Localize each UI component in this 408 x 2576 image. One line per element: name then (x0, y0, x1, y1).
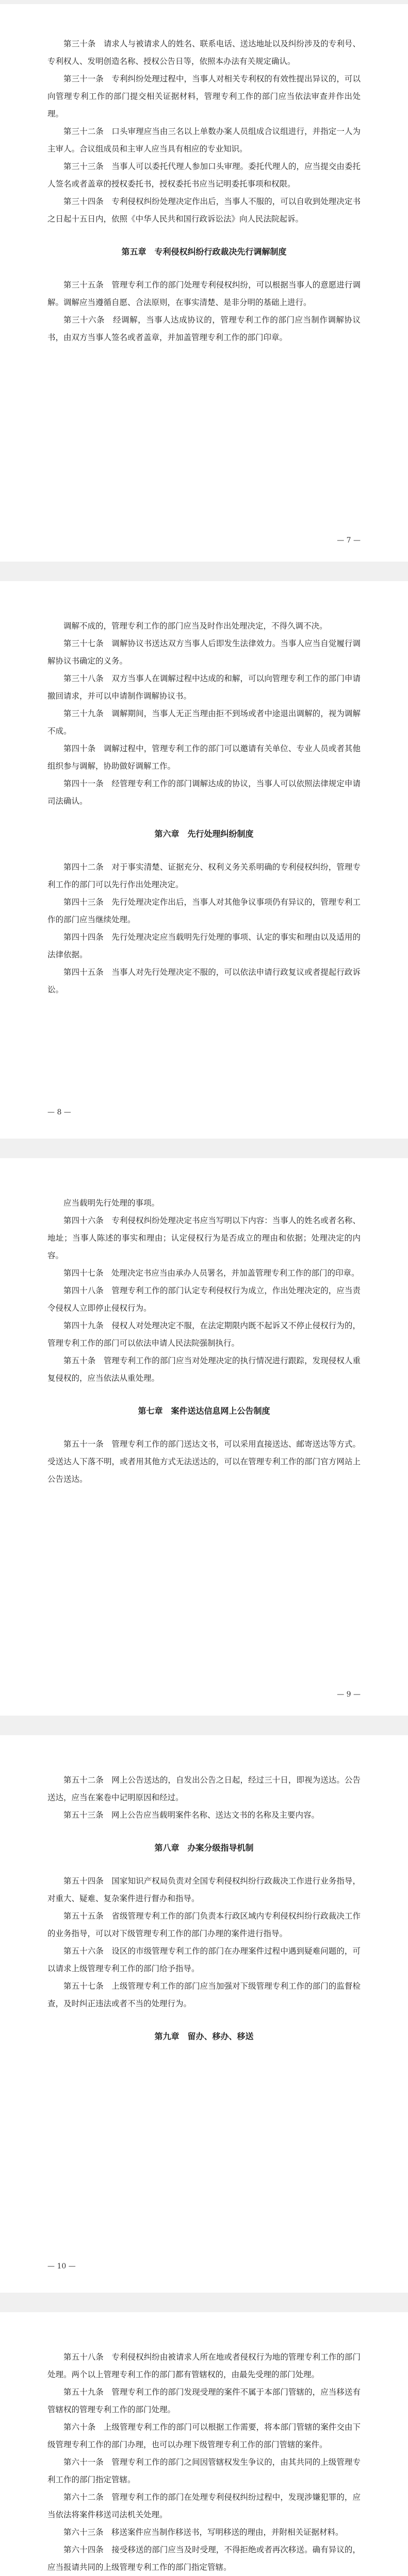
article-paragraph: 第五十五条 省级管理专利工作的部门负责本行政区域内专利侵权纠纷行政裁决工作的业务指导，可以对下级管理专利工作的部门办理的案件进行指导。 (47, 1911, 361, 1938)
article-paragraph: 第三十条 请求人与被请求人的姓名、联系电话、送达地址以及纠纷涉及的专利号、专利权人、发明创造名称、授权公告日等，依照本办法有关规定确认。 (47, 39, 361, 66)
article-paragraph: 第五十四条 国家知识产权局负责对全国专利侵权纠纷行政裁决工作进行业务指导，对重大、疑难、复杂案件进行督办和指导。 (47, 1876, 361, 1903)
page-separator (0, 1716, 408, 1735)
page-separator (0, 562, 408, 581)
article-paragraph: 第五十七条 上级管理专利工作的部门应当加强对下级管理专利工作的部门的监督检查，及时纠正违法或者不当的处理行为。 (47, 1981, 361, 2008)
article-paragraph: 第五十二条 网上公告送达的，自发出公告之日起，经过三十日，即视为送达。公告送达，应当在案卷中记明原因和经过。 (47, 1775, 361, 1802)
article-paragraph: 第四十二条 对于事实清楚、证据充分、权利义务关系明确的专利侵权纠纷，管理专利工作的部门可以先行作出处理决定。 (47, 862, 361, 889)
article-paragraph: 第四十条 调解过程中，管理专利工作的部门可以邀请有关单位、专业人员或者其他组织参与调解，协助做好调解工作。 (47, 744, 361, 771)
document-page (0, 2312, 408, 2576)
article-paragraph: 第三十一条 专利纠纷处理过程中，当事人对相关专利权的有效性提出异议的，可以向管理专利工作的部门提交相关证据材料，管理专利工作的部门应当依法审查并作出处理。 (47, 74, 361, 118)
article-paragraph: 第四十七条 处理决定书应当由承办人员署名，并加盖管理专利工作的部门的印章。 (63, 1268, 360, 1278)
chapter-heading: 第六章 先行处理纠纷制度 (154, 829, 254, 839)
article-paragraph: 第六十三条 移送案件应当制作移送书，写明移送的理由，并附相关证据材料。 (63, 2528, 344, 2537)
article-paragraph: 应当载明先行处理的事项。 (63, 1198, 160, 1208)
article-paragraph: 第三十二条 口头审理应当由三名以上单数办案人员组成合议组进行，并指定一人为主审人。合议组成员和主审人应当具有相应的专业知识。 (47, 127, 361, 154)
article-paragraph: 第四十九条 侵权人对处理决定不服，在法定期限内既不起诉又不停止侵权行为的，管理专利工作的部门可以依法申请人民法院强制执行。 (47, 1321, 361, 1348)
article-paragraph: 第三十九条 调解期间，当事人无正当理由拒不到场或者中途退出调解的，视为调解不成。 (47, 709, 361, 736)
page-number: — 7 — (337, 536, 361, 545)
article-paragraph: 第五十条 管理专利工作的部门应当对处理决定的执行情况进行跟踪，发现侵权人重复侵权的，应当依法从重处理。 (47, 1356, 361, 1383)
page-separator (0, 2293, 408, 2312)
page-separator (0, 0, 408, 4)
article-paragraph: 第六十二条 管理专利工作的部门在处理专利侵权纠纷过程中，发现涉嫌犯罪的，应当依法将案件移送司法机关处理。 (47, 2493, 361, 2519)
document-page (0, 581, 408, 1139)
page-number: — 10 — (47, 2262, 76, 2270)
page-number: — 9 — (337, 1690, 361, 1699)
document-page (0, 4, 408, 562)
article-paragraph: 第四十五条 当事人对先行处理决定不服的，可以依法申请行政复议或者提起行政诉讼。 (47, 968, 361, 994)
article-paragraph: 第三十五条 管理专利工作的部门处理专利侵权纠纷，可以根据当事人的意愿进行调解。调解应当遵循自愿、合法原则，在事实清楚、是非分明的基础上进行。 (47, 280, 361, 307)
article-paragraph: 第三十三条 当事人可以委托代理人参加口头审理。委托代理人的，应当提交由委托人签名或者盖章的授权委托书，授权委托书应当记明委托事项和权限。 (47, 162, 361, 189)
chapter-heading: 第八章 办案分级指导机制 (154, 1843, 254, 1853)
article-paragraph: 第六十一条 管理专利工作的部门之间因管辖权发生争议的，由其共同的上级管理专利工作的部门指定管辖。 (47, 2458, 361, 2484)
article-paragraph: 第五十六条 设区的市级管理专利工作的部门在办理案件过程中遇到疑难问题的，可以请求上级管理专利工作的部门给予指导。 (47, 1946, 361, 1973)
page-number: — 8 — (47, 1108, 71, 1116)
article-paragraph: 第六十四条 接受移送的部门应当及时受理，不得拒绝或者再次移送。确有异议的，应当报请共同的上级管理专利工作的部门指定管辖。 (47, 2545, 361, 2572)
document-page (0, 1158, 408, 1716)
chapter-heading: 第五章 专利侵权纠纷行政裁决先行调解制度 (121, 247, 287, 257)
article-paragraph: 第三十八条 双方当事人在调解过程中达成的和解，可以向管理专利工作的部门申请撤回请求，并可以申请制作调解协议书。 (47, 674, 361, 701)
article-paragraph: 第四十三条 先行处理决定作出后，当事人对其他争议事项仍有异议的，管理专利工作的部门应当继续处理。 (47, 897, 361, 924)
article-paragraph: 第四十六条 专利侵权纠纷处理决定书应当写明以下内容：当事人的姓名或者名称、地址；当事人陈述的事实和理由；认定侵权行为是否成立的理由和依据；处理决定的内容。 (47, 1216, 361, 1260)
chapter-heading: 第九章 留办、移办、移送 (154, 2031, 254, 2041)
article-paragraph: 第五十一条 管理专利工作的部门送达文书，可以采用直接送达、邮寄送达等方式。受送达人下落不明，或者用其他方式无法送达的，可以在管理专利工作的部门官方网站上公告送达。 (47, 1439, 361, 1484)
article-paragraph: 第三十六条 经调解，当事人达成协议的，管理专利工作的部门应当制作调解协议书，由双方当事人签名或者盖章，并加盖管理专利工作的部门印章。 (47, 315, 361, 342)
article-paragraph: 第三十四条 专利侵权纠纷处理决定作出后，当事人不服的，可以自收到处理决定书之日起十五日内，依照《中华人民共和国行政诉讼法》向人民法院起诉。 (47, 197, 361, 224)
article-paragraph: 调解不成的，管理专利工作的部门应当及时作出处理决定，不得久调不决。 (63, 621, 328, 631)
article-paragraph: 第四十八条 管理专利工作的部门认定专利侵权行为成立，作出处理决定的，应当责令侵权人立即停止侵权行为。 (47, 1286, 361, 1313)
page-separator (0, 1139, 408, 1158)
chapter-heading: 第七章 案件送达信息网上公告制度 (138, 1406, 270, 1416)
article-paragraph: 第四十一条 经管理专利工作的部门调解达成的协议，当事人可以依照法律规定申请司法确认。 (47, 779, 361, 806)
article-paragraph: 第五十八条 专利侵权纠纷由被请求人所在地或者侵权行为地的管理专利工作的部门处理。两个以上管理专利工作的部门都有管辖权的，由最先受理的部门处理。 (47, 2352, 361, 2379)
article-paragraph: 第三十七条 调解协议书送达双方当事人后即发生法律效力。当事人应当自觉履行调解协议书确定的义务。 (47, 639, 361, 666)
article-paragraph: 第六十条 上级管理专利工作的部门可以根据工作需要，将本部门管辖的案件交由下级管理专利工作的部门办理，也可以办理下级管理专利工作的部门管辖的案件。 (47, 2422, 361, 2449)
article-paragraph: 第五十三条 网上公告应当载明案件名称、送达文书的名称及主要内容。 (63, 1810, 320, 1820)
article-paragraph: 第四十四条 先行处理决定应当载明先行处理的事项、认定的事实和理由以及适用的法律依据。 (47, 933, 361, 959)
document-page (0, 1735, 408, 2293)
article-paragraph: 第五十九条 管理专利工作的部门发现受理的案件不属于本部门管辖的，应当移送有管辖权的管理专利工作的部门处理。 (47, 2387, 361, 2414)
